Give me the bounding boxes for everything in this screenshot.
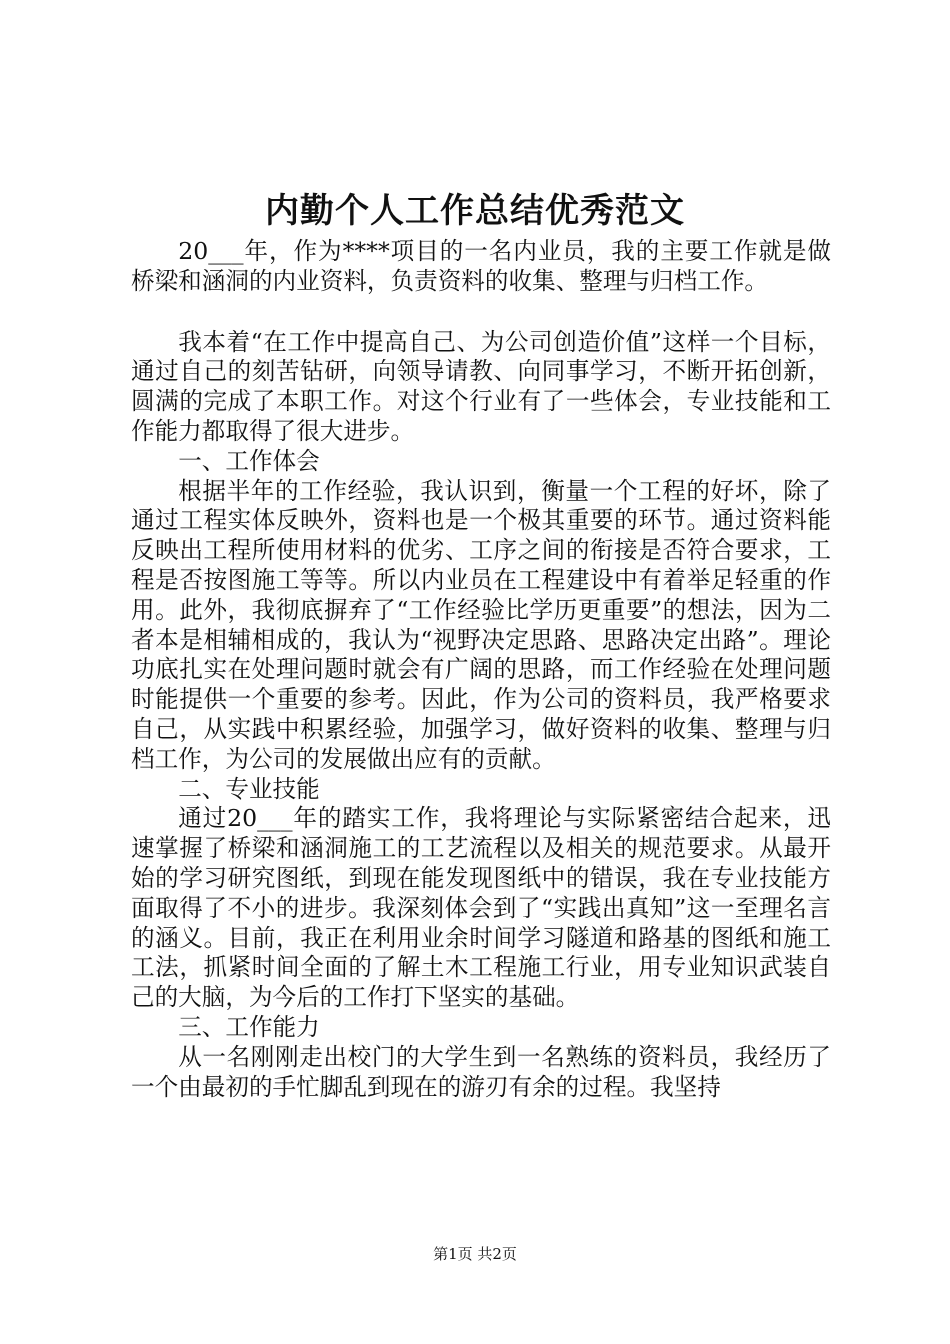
paragraph-intro: 20___年，作为****项目的一名内业员，我的主要工作就是做桥梁和涵洞的内业资料，负责资料的收集、整理与归档工作。: [131, 237, 831, 295]
paragraph-experience: 根据半年的工作经验，我认识到，衡量一个工程的好坏，除了通过工程实体反映外，资料也是一个极其重要的环节。通过资料能反映出工程所使用材料的优劣、工序之间的衔接是否符合要求，工程是否按图施工等等。所以内业员在工程建设中有着举足轻重的作用。此外，我彻底摒弃了“工作经验比学历更重要”的想法，因为二者本是相辅相成的，我认为“视野决定思路、思路决定出路”。理论功底扎实在处理问题时就会有广阔的思路，而工作经验在处理问题时能提供一个重要的参考。因此，作为公司的资料员，我严格要求自己，从实践中积累经验，加强学习，做好资料的收集、整理与归档工作，为公司的发展做出应有的贡献。: [131, 476, 831, 773]
section-heading-skills: 二、专业技能: [178, 774, 320, 803]
page-footer: 第1页 共2页: [433, 1245, 517, 1263]
document-title: 内勤个人工作总结优秀范文: [265, 191, 685, 231]
section-heading-ability: 三、工作能力: [178, 1012, 320, 1041]
paragraph-gap: [131, 297, 831, 328]
section-heading-experience: 一、工作体会: [178, 446, 320, 475]
paragraph-goal: 我本着“在工作中提高自己、为公司创造价值”这样一个目标，通过自己的刻苦钻研，向领导请教、向同事学习，不断开拓创新，圆满的完成了本职工作。对这个行业有了一些体会，专业技能和工作能力都取得了很大进步。: [131, 327, 831, 445]
paragraph-skills: 通过20___年的踏实工作，我将理论与实际紧密结合起来，迅速掌握了桥梁和涵洞施工的工艺流程以及相关的规范要求。从最开始的学习研究图纸，到现在能发现图纸中的错误，我在专业技能方面取得了不小的进步。我深刻体会到了“实践出真知”这一至理名言的涵义。目前，我正在利用业余时间学习隧道和路基的图纸和施工工法，抓紧时间全面的了解土木工程施工行业，用专业知识武装自己的大脑，为今后的工作打下坚实的基础。: [131, 804, 831, 1012]
paragraph-ability: 从一名刚刚走出校门的大学生到一名熟练的资料员，我经历了一个由最初的手忙脚乱到现在的游刃有余的过程。我坚持: [131, 1042, 831, 1101]
document-body: [131, 237, 831, 1102]
